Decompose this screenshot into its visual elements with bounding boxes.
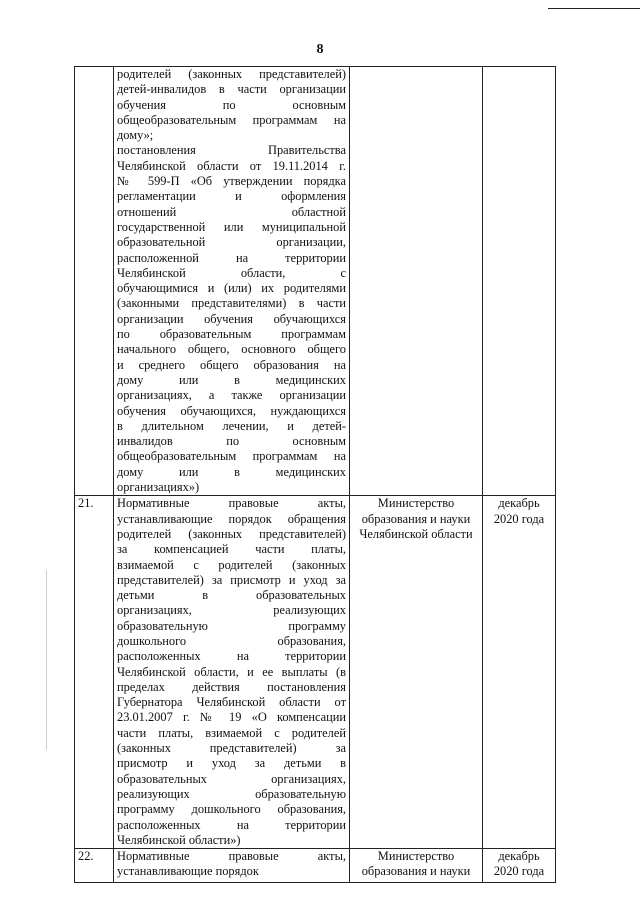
text-line: общеобразовательным программам на	[117, 449, 346, 464]
table-row	[75, 67, 556, 496]
cell-line: декабрь	[498, 496, 540, 511]
cell-line: 2020 года	[493, 511, 545, 526]
cell-line: 2020 года	[493, 864, 545, 879]
cell-line: Челябинской области	[359, 526, 473, 541]
row-deadline	[483, 849, 556, 883]
text-line: детьми в образовательных	[117, 588, 346, 603]
text-line: дому или в медицинских	[117, 372, 346, 387]
text-line: образовательных организациях,	[117, 771, 346, 786]
plan-table-body	[75, 67, 556, 883]
text-line: организациях, а также организации	[117, 388, 346, 403]
text-line: Челябинской области»)	[117, 832, 241, 847]
text-line: обучающимися и (или) их родителями	[117, 281, 346, 296]
text-line: Нормативные правовые акты,	[117, 496, 346, 511]
text-line: начального общего, основного общего	[117, 342, 346, 357]
text-line: в длительном лечении, и детей-	[117, 418, 346, 433]
text-line: образовательной организации,	[117, 235, 346, 250]
text-line: организации обучения обучающихся	[117, 311, 346, 326]
text-line: Челябинской области от 19.11.2014 г.	[117, 158, 346, 173]
text-line: устанавливающие порядок	[117, 864, 259, 879]
text-line: реализующих образовательную	[117, 786, 346, 801]
text-line: дому»;	[117, 128, 154, 143]
cell-line: Министерство	[377, 849, 455, 864]
text-line: образовательную программу	[117, 618, 346, 633]
text-line: присмотр и уход за детьми в	[117, 756, 346, 771]
text-line: № 599-П «Об утверждении порядка	[117, 174, 346, 189]
row-number: 21.	[75, 496, 114, 849]
text-line: по образовательным программам	[117, 327, 346, 342]
text-line: и среднего общего образования на	[117, 357, 346, 372]
header-rule	[548, 8, 640, 9]
text-line: расположенной на территории	[117, 250, 346, 265]
table-row	[75, 849, 556, 883]
text-line: за компенсацией части платы,	[117, 542, 346, 557]
text-line: организациях»)	[117, 480, 200, 495]
cell-line: образования и науки	[361, 511, 471, 526]
text-line: регламентации и оформления	[117, 189, 346, 204]
cell-line: декабрь	[498, 849, 540, 864]
row-executor	[350, 496, 483, 849]
text-line: родителей (законных представителей)	[117, 67, 346, 81]
plan-table	[74, 66, 556, 883]
text-line: дому или в медицинских	[117, 464, 346, 479]
text-line: обучения обучающихся, нуждающихся	[117, 403, 346, 418]
row-number	[75, 67, 114, 496]
text-line: (законных представителей) за	[117, 741, 346, 756]
cell-line: образования и науки	[361, 864, 471, 879]
cell-line: Министерство	[377, 496, 455, 511]
text-line: части платы, взимаемой с родителей	[117, 725, 346, 740]
table-row	[75, 496, 556, 849]
row-text	[114, 849, 350, 883]
text-line: Нормативные правовые акты,	[117, 849, 346, 864]
text-line: взимаемой с родителей (законных	[117, 557, 346, 572]
margin-mark	[46, 570, 47, 750]
text-line: представителей) за присмотр и уход за	[117, 572, 346, 587]
text-line: 23.01.2007 г. № 19 «О компенсации	[117, 710, 346, 725]
text-line: обучения по основным	[117, 97, 346, 112]
row-deadline	[483, 67, 556, 496]
text-line: отношений областной	[117, 204, 346, 219]
row-executor	[350, 849, 483, 883]
text-line: родителей (законных представителей)	[117, 526, 346, 541]
text-line: дошкольного образования,	[117, 633, 346, 648]
page-number: 8	[316, 42, 324, 57]
text-line: Челябинской области, и ее выплаты (в	[117, 664, 346, 679]
text-line: организациях, реализующих	[117, 603, 346, 618]
text-line: программу дошкольного образования,	[117, 802, 346, 817]
text-line: Челябинской области, с	[117, 265, 346, 280]
text-line: детей-инвалидов в части организации	[117, 82, 346, 97]
row-deadline	[483, 496, 556, 849]
row-text	[114, 496, 350, 849]
text-line: государственной или муниципальной	[117, 219, 346, 234]
text-line: общеобразовательным программам на	[117, 112, 346, 127]
row-executor	[350, 67, 483, 496]
text-line: Губернатора Челябинской области от	[117, 695, 346, 710]
text-line: устанавливающие порядок обращения	[117, 511, 346, 526]
text-line: постановления Правительства	[117, 143, 346, 158]
row-number: 22.	[75, 849, 114, 883]
text-line: пределах действия постановления	[117, 679, 346, 694]
text-line: расположенных на территории	[117, 649, 346, 664]
text-line: инвалидов по основным	[117, 434, 346, 449]
text-line: (законными представителями) в части	[117, 296, 346, 311]
text-line: расположенных на территории	[117, 817, 346, 832]
row-text	[114, 67, 350, 496]
